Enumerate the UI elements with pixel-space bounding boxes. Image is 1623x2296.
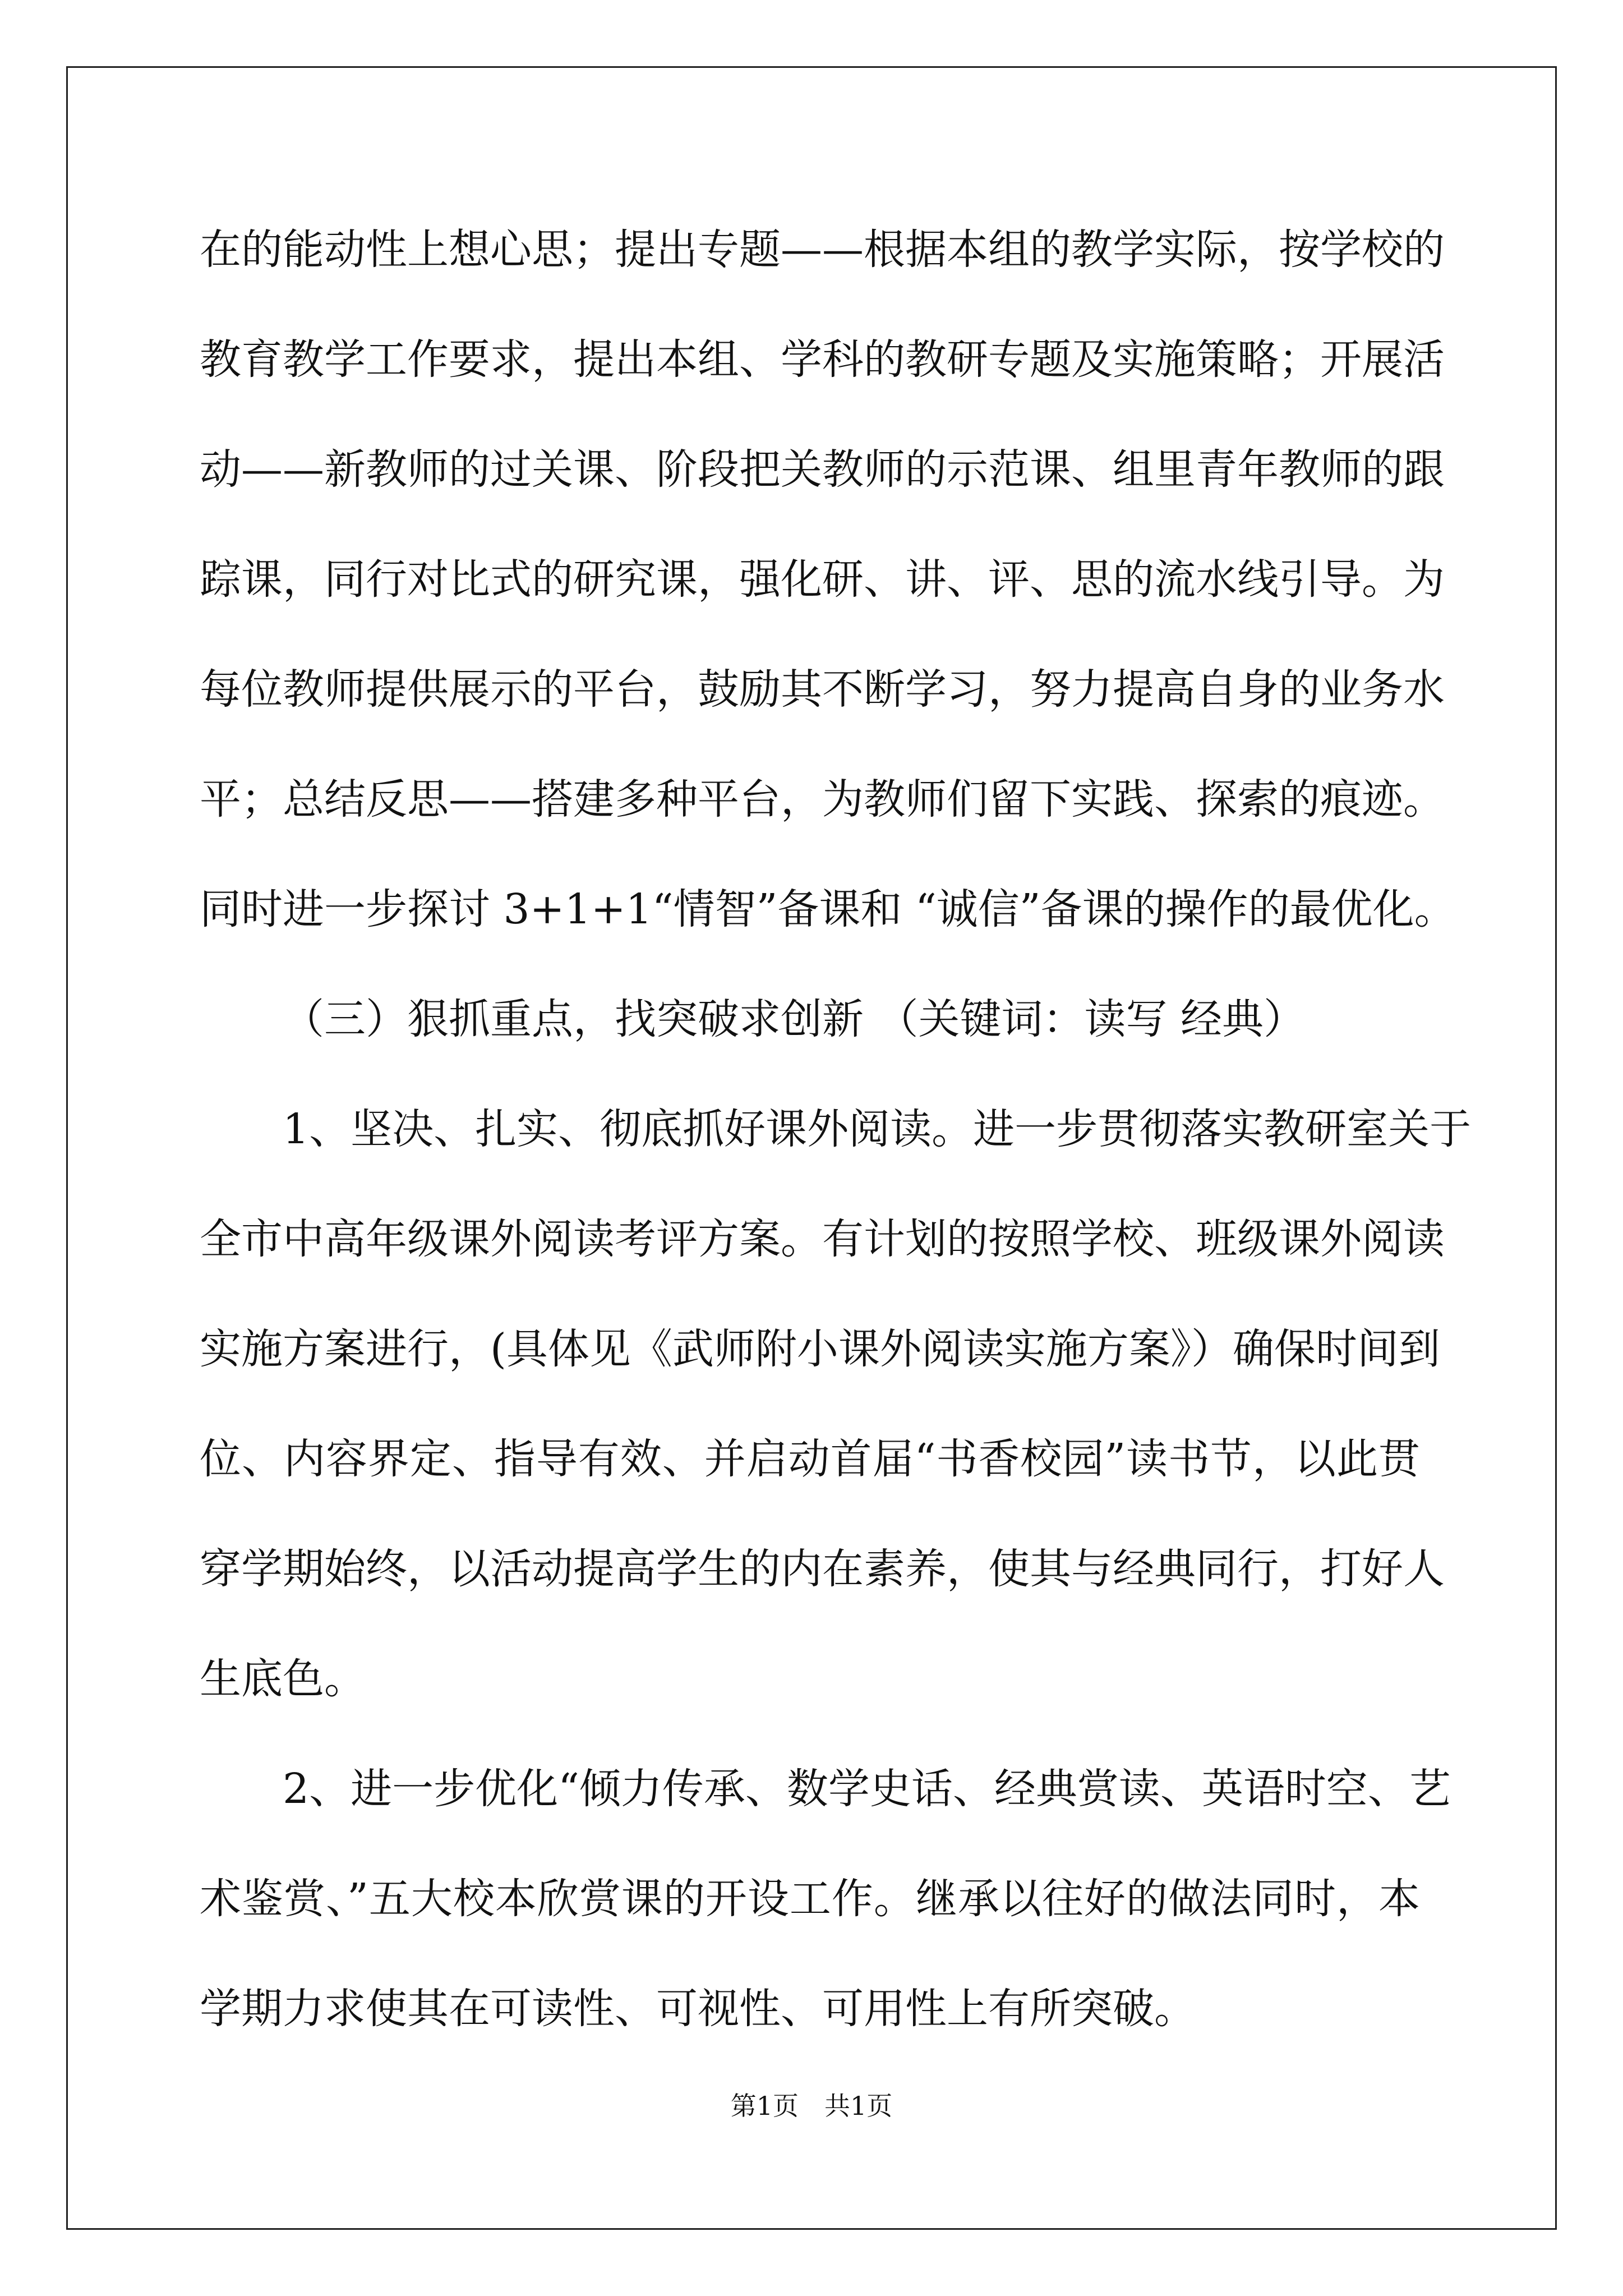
text-line: 平；总结反思——搭建多种平台，为教师们留下实践、探索的痕迹。 [200,775,1445,823]
text-line: 实施方案进行，(具体见《武师附小课外阅读实施方案》）确保时间到 [200,1325,1440,1373]
paragraph [200,1087,1472,1747]
text-line: 位、内容界定、指导有效、并启动首届“书香校园”读书节，以此贯 [200,1435,1420,1483]
text-line: 生底色。 [200,1655,366,1703]
text-line: 踪课，同行对比式的研究课，强化研、讲、评、思的流水线引导。为 [200,555,1445,604]
paragraph [200,1747,1451,2077]
heading-line: （三）狠抓重点，找突破求创新 （关键词：读写 经典） [283,995,1306,1043]
section-heading [200,977,1420,1087]
paragraph [200,208,1456,977]
text-line: 2、进一步优化“倾力传承、数学史话、经典赏读、英语时空、艺 [283,1765,1451,1813]
text-line: 学期力求使其在可读性、可视性、可用性上有所突破。 [200,1985,1196,2033]
text-line: 在的能动性上想心思；提出专题——根据本组的教学实际，按学校的 [200,226,1445,274]
text-line: 动——新教师的过关课、阶段把关教师的示范课、组里青年教师的跟 [200,445,1445,494]
document-body [200,208,1472,2077]
text-line: 每位教师提供展示的平台，鼓励其不断学习，努力提高自身的业务水 [200,665,1445,714]
text-line: 全市中高年级课外阅读考评方案。有计划的按照学校、班级课外阅读 [200,1215,1445,1263]
text-line: 教育教学工作要求，提出本组、学科的教研专题及实施策略；开展活 [200,335,1445,384]
text-line: 1、坚决、扎实、彻底抓好课外阅读。进一步贯彻落实教研室关于 [283,1105,1472,1153]
text-line: 术鉴赏、”五大校本欣赏课的开设工作。继承以往好的做法同时，本 [200,1875,1420,1923]
page-footer: 第1页 共1页 [730,2091,893,2121]
text-line: 同时进一步探讨 3+1+1“情智”备课和 “诚信”备课的操作的最优化。 [200,885,1456,933]
text-line: 穿学期始终，以活动提高学生的内在素养，使其与经典同行，打好人 [200,1545,1445,1593]
